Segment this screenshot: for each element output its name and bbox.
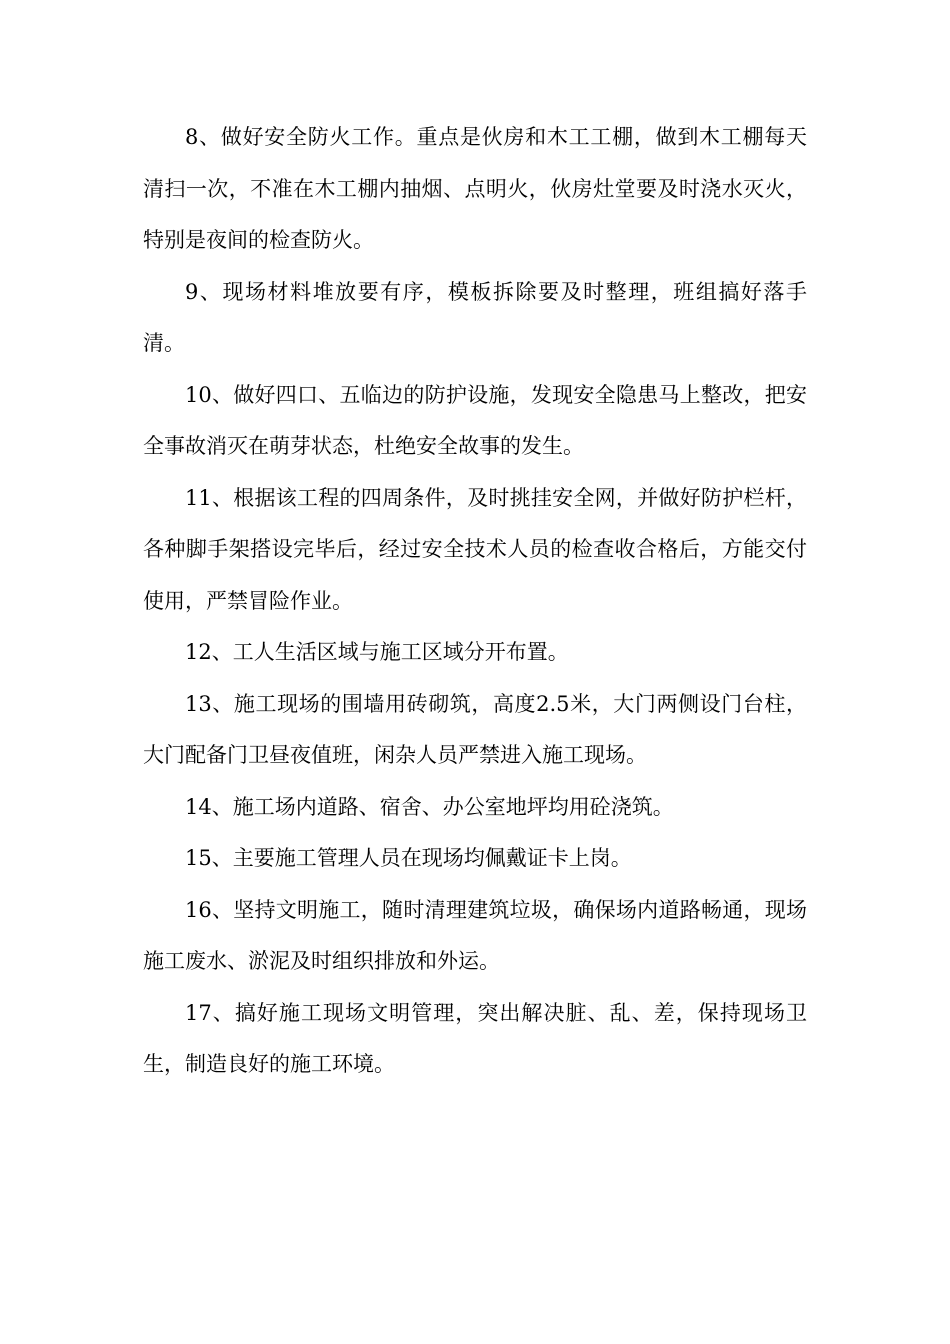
paragraph-item-17: 17、搞好施工现场文明管理，突出解决脏、乱、差，保持现场卫生，制造良好的施工环境。: [143, 1000, 807, 1076]
paragraph-item-10: 10、做好四口、五临边的防护设施，发现安全隐患马上整改，把安全事故消灭在萌芽状态，杜绝安全故事的发生。: [143, 382, 807, 458]
paragraph-item-14: 14、施工场内道路、宿舍、办公室地坪均用砼浇筑。: [185, 794, 674, 819]
paragraph-item-13: 13、施工现场的围墙用砖砌筑，高度2.5米，大门两侧设门台柱，大门配备门卫昼夜值班，闲杂人员严禁进入施工现场。: [143, 691, 807, 767]
paragraph-item-15: 15、主要施工管理人员在现场均佩戴证卡上岗。: [185, 846, 632, 870]
paragraph-item-16: 16、坚持文明施工，随时清理建筑垃圾，确保场内道路畅通，现场施工废水、淤泥及时组织排放和外运。: [143, 897, 807, 973]
document-body: [143, 112, 807, 1091]
paragraph-item-12: 12、工人生活区域与施工区域分开布置。: [185, 640, 569, 664]
paragraph-item-9: 9、现场材料堆放要有序，模板拆除要及时整理，班组搞好落手清。: [143, 279, 807, 355]
paragraph-item-11: 11、根据该工程的四周条件，及时挑挂安全网，并做好防护栏杆，各种脚手架搭设完毕后，经过安全技术人员的检查收合格后，方能交付使用，严禁冒险作业。: [143, 485, 807, 613]
paragraph-item-8: 8、做好安全防火工作。重点是伙房和木工工棚，做到木工棚每天清扫一次，不准在木工棚内抽烟、点明火，伙房灶堂要及时浇水灭火，特别是夜间的检查防火。: [143, 125, 807, 252]
